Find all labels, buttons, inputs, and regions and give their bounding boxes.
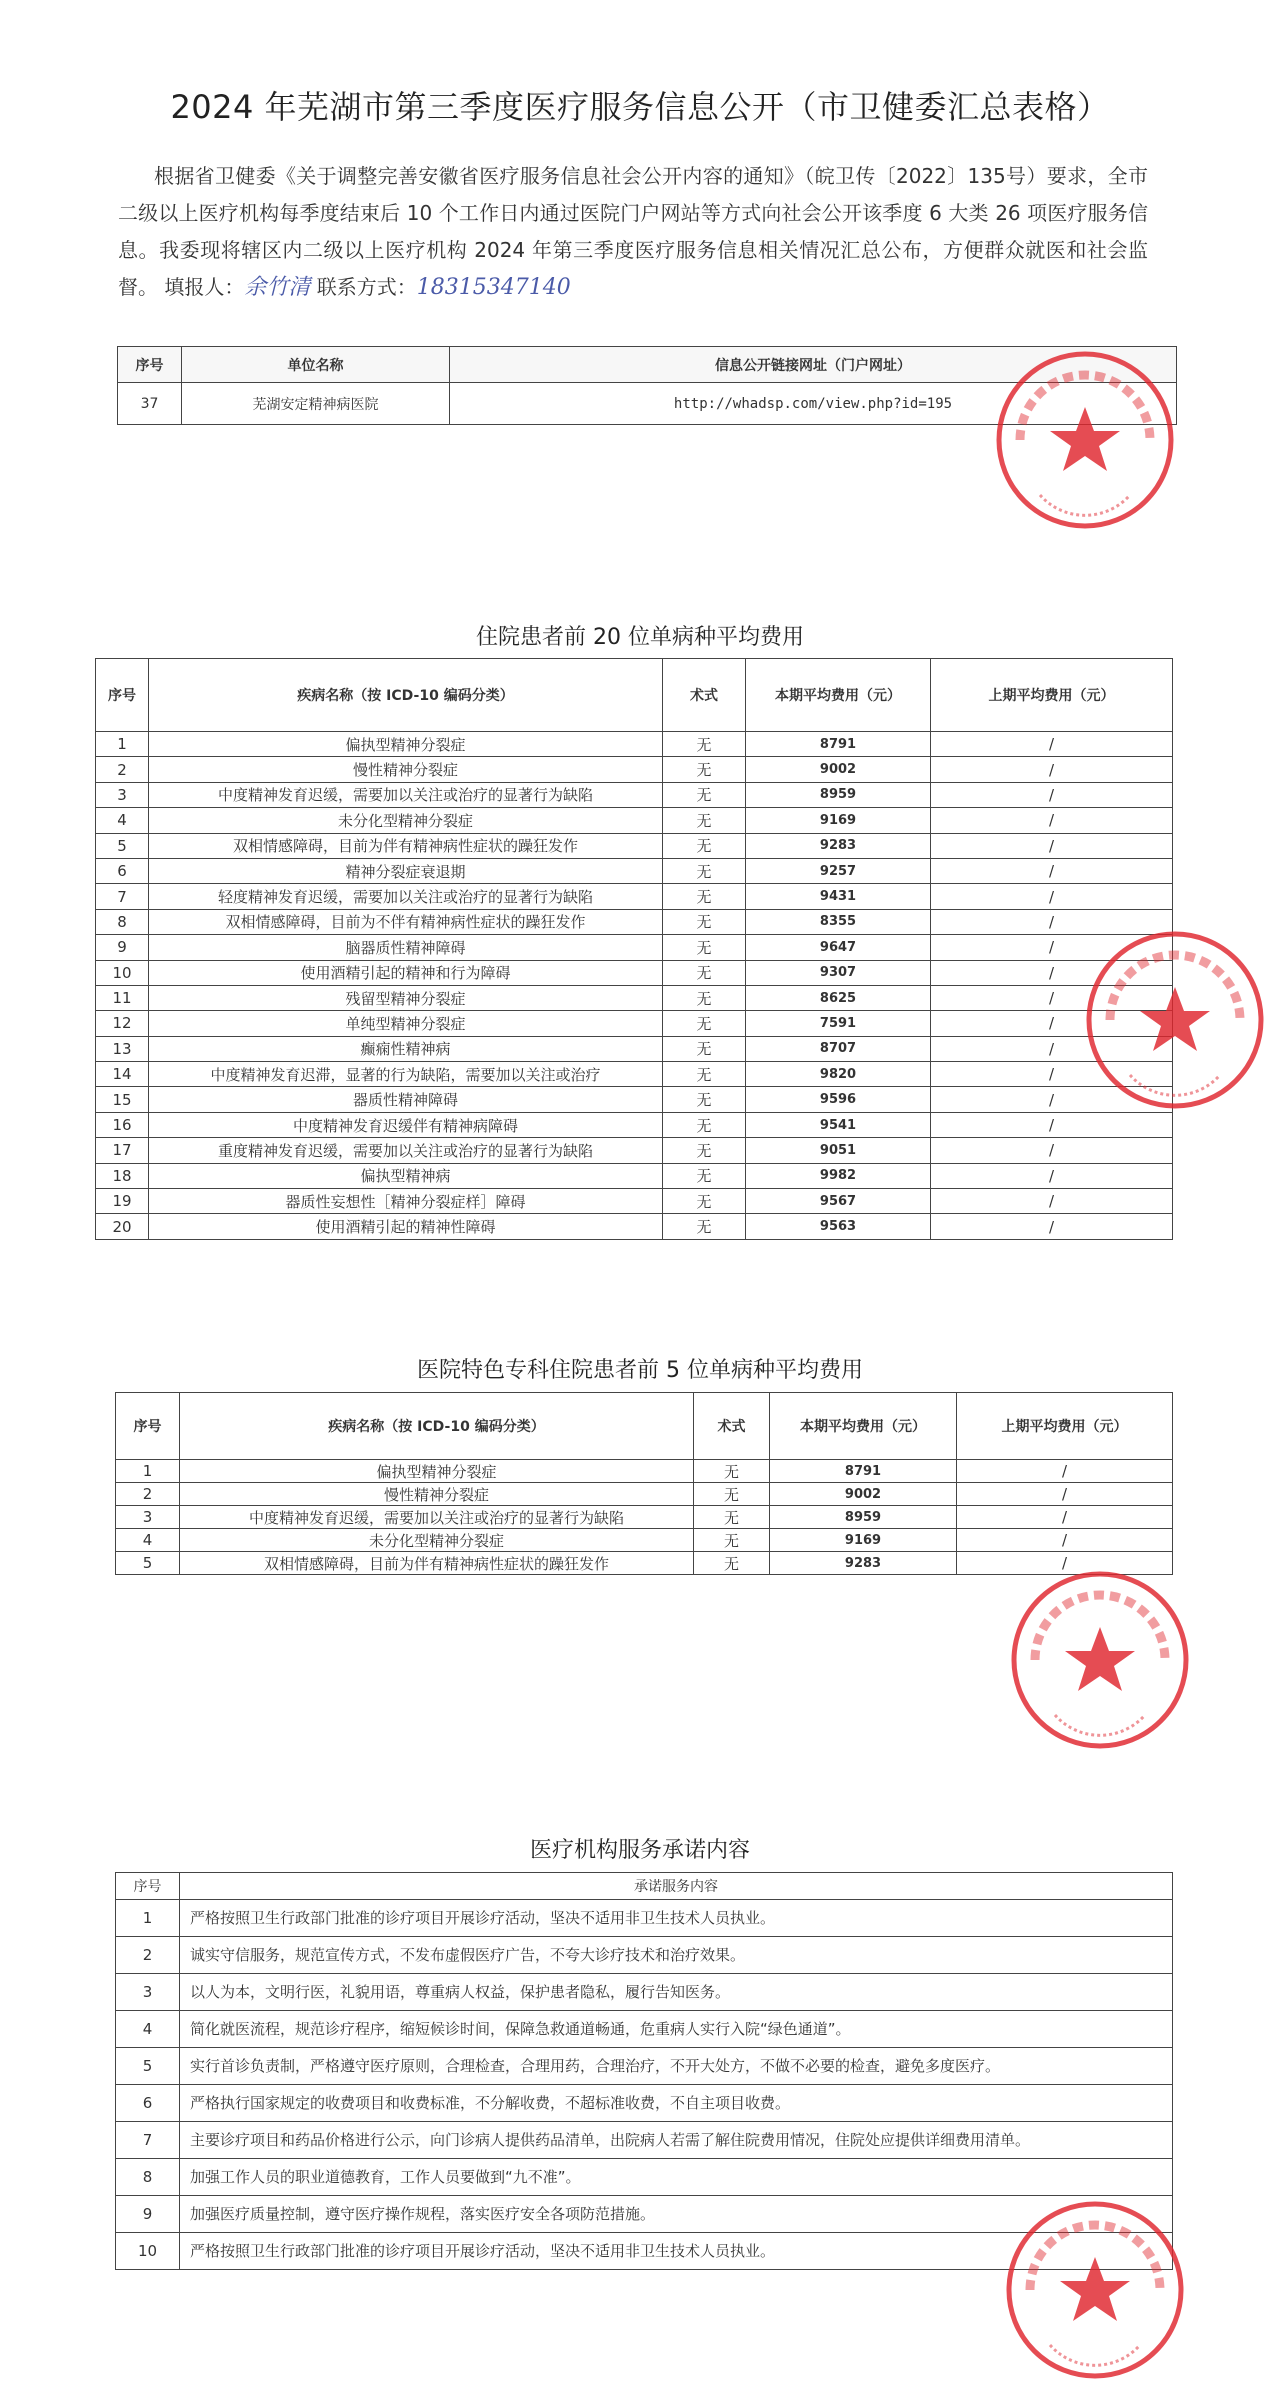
row-number: 4: [96, 808, 149, 833]
star-icon: [1050, 407, 1120, 471]
disease-name: 使用酒精引起的精神性障碍: [149, 1214, 663, 1239]
disease-name: 双相情感障碍，目前为伴有精神病性症状的躁狂发作: [149, 833, 663, 858]
disease-name: 中度精神发育迟缓，需要加以关注或治疗的显著行为缺陷: [149, 782, 663, 807]
header-cell: 序号: [116, 1393, 180, 1460]
header-cell: 疾病名称（按 ICD-10 编码分类）: [180, 1393, 694, 1460]
header-cell: 上期平均费用（元）: [931, 659, 1173, 732]
operation-type: 无: [663, 909, 746, 934]
row-number: 5: [116, 1552, 180, 1575]
operation-type: 无: [663, 1138, 746, 1163]
disease-name: 偏执型精神病: [149, 1163, 663, 1188]
table-header-row: [116, 1873, 1173, 1900]
table-row: [96, 909, 1173, 934]
row-number: 3: [116, 1506, 180, 1529]
previous-average-cost: /: [931, 1036, 1173, 1061]
row-number: 16: [96, 1112, 149, 1137]
contact-label: 联系方式：: [316, 275, 417, 299]
disease-name: 双相情感障碍，目前为不伴有精神病性症状的躁狂发作: [149, 909, 663, 934]
operation-type: 无: [694, 1483, 770, 1506]
row-number: 15: [96, 1087, 149, 1112]
disease-name: 器质性精神障碍: [149, 1087, 663, 1112]
table-row: [116, 2011, 1173, 2048]
row-number: 4: [116, 2011, 180, 2048]
current-average-cost: 9002: [770, 1483, 957, 1506]
row-number: 1: [116, 1460, 180, 1483]
operation-type: 无: [663, 757, 746, 782]
current-average-cost: 9169: [746, 808, 931, 833]
header-cell: 术式: [663, 659, 746, 732]
current-average-cost: 8959: [770, 1506, 957, 1529]
promise-text: 以人为本，文明行医，礼貌用语，尊重病人权益，保护患者隐私，履行告知医务。: [180, 1974, 1173, 2011]
disease-name: 中度精神发育迟缓伴有精神病障碍: [149, 1112, 663, 1137]
row-number: 12: [96, 1011, 149, 1036]
table-row: [116, 2085, 1173, 2122]
table-row: [96, 808, 1173, 833]
table-row: [96, 1087, 1173, 1112]
row-number: 13: [96, 1036, 149, 1061]
previous-average-cost: /: [931, 1138, 1173, 1163]
row-number: 1: [116, 1900, 180, 1937]
top20-body: [96, 732, 1173, 1240]
table-row: [96, 782, 1173, 807]
row-number: 17: [96, 1138, 149, 1163]
previous-average-cost: /: [931, 858, 1173, 883]
row-number: 9: [116, 2196, 180, 2233]
disease-name: 残留型精神分裂症: [149, 985, 663, 1010]
seal-graphic: [1089, 934, 1261, 1106]
previous-average-cost: /: [931, 985, 1173, 1010]
row-number: 3: [96, 782, 149, 807]
previous-average-cost: /: [957, 1460, 1173, 1483]
row-number: 8: [116, 2159, 180, 2196]
seal-code-mark: [1130, 1075, 1220, 1095]
table-row: [116, 1460, 1173, 1483]
row-number: 18: [96, 1163, 149, 1188]
current-average-cost: 9283: [746, 833, 931, 858]
seal-graphic: [999, 354, 1171, 526]
header-cell: 信息公开链接网址（门户网址）: [450, 347, 1177, 383]
operation-type: 无: [663, 935, 746, 960]
disease-name: 慢性精神分裂症: [180, 1483, 694, 1506]
filler-label: 填报人：: [164, 275, 245, 299]
promise-text: 实行首诊负责制，严格遵守医疗原则，合理检查，合理用药，合理治疗，不开大处方，不做不必要的检查，避免多度医疗。: [180, 2048, 1173, 2085]
table-header-row: [116, 1393, 1173, 1460]
disease-name: 脑器质性精神障碍: [149, 935, 663, 960]
hospital-name: 芜湖安定精神病医院: [182, 383, 450, 425]
row-number: 9: [96, 935, 149, 960]
current-average-cost: 9002: [746, 757, 931, 782]
previous-average-cost: /: [931, 808, 1173, 833]
header-cell: 序号: [96, 659, 149, 732]
row-number: 4: [116, 1529, 180, 1552]
row-number: 11: [96, 985, 149, 1010]
promise-text: 加强工作人员的职业道德教育，工作人员要做到“九不准”。: [180, 2159, 1173, 2196]
top5-title: 医院特色专科住院患者前 5 位单病种平均费用: [417, 1358, 863, 1383]
current-average-cost: 8791: [770, 1460, 957, 1483]
table-row: [96, 1138, 1173, 1163]
contact-phone: 18315347140: [416, 275, 571, 300]
table-row: [96, 1189, 1173, 1214]
current-average-cost: 9541: [746, 1112, 931, 1137]
previous-average-cost: /: [931, 1112, 1173, 1137]
current-average-cost: 9051: [746, 1138, 931, 1163]
header-cell: 本期平均费用（元）: [770, 1393, 957, 1460]
disease-name: 中度精神发育迟滞，显著的行为缺陷，需要加以关注或治疗: [149, 1062, 663, 1087]
disease-name: 未分化型精神分裂症: [149, 808, 663, 833]
table-row: [116, 1529, 1173, 1552]
current-average-cost: 9567: [746, 1189, 931, 1214]
table-row: [116, 1900, 1173, 1937]
promise-text: 简化就医流程，规范诊疗程序，缩短候诊时间，保障急救通道畅通，危重病人实行入院“绿色通道”。: [180, 2011, 1173, 2048]
table-row: [96, 858, 1173, 883]
current-average-cost: 9431: [746, 884, 931, 909]
operation-type: 无: [663, 1112, 746, 1137]
operation-type: 无: [663, 1087, 746, 1112]
row-number: 3: [116, 1974, 180, 2011]
hospital-seal-stamp: [1005, 1565, 1195, 1755]
promise-text: 加强医疗质量控制，遵守医疗操作规程，落实医疗安全各项防范措施。: [180, 2196, 1173, 2233]
table-row: [116, 1483, 1173, 1506]
header-cell: 术式: [694, 1393, 770, 1460]
row-number: 7: [96, 884, 149, 909]
row-number: 5: [116, 2048, 180, 2085]
current-average-cost: 9283: [770, 1552, 957, 1575]
previous-average-cost: /: [931, 960, 1173, 985]
current-average-cost: 7591: [746, 1011, 931, 1036]
intro-paragraph: [118, 158, 1148, 306]
operation-type: 无: [663, 1011, 746, 1036]
row-number: 14: [96, 1062, 149, 1087]
row-number: 37: [118, 383, 182, 425]
hospital-seal-stamp: [1000, 2195, 1190, 2385]
disease-name: 单纯型精神分裂症: [149, 1011, 663, 1036]
previous-average-cost: /: [957, 1483, 1173, 1506]
operation-type: 无: [663, 1189, 746, 1214]
previous-average-cost: /: [931, 782, 1173, 807]
disease-name: 精神分裂症衰退期: [149, 858, 663, 883]
hospital-seal-stamp: [990, 345, 1180, 535]
operation-type: 无: [663, 1163, 746, 1188]
previous-average-cost: /: [931, 833, 1173, 858]
star-icon: [1060, 2257, 1130, 2321]
operation-type: 无: [694, 1460, 770, 1483]
top20-title: 住院患者前 20 位单病种平均费用: [476, 625, 804, 650]
row-number: 20: [96, 1214, 149, 1239]
seal-graphic: [1009, 2204, 1181, 2376]
disease-name: 轻度精神发育迟缓，需要加以关注或治疗的显著行为缺陷: [149, 884, 663, 909]
top5-fee-table: [115, 1392, 1173, 1575]
row-number: 5: [96, 833, 149, 858]
table-row: [96, 757, 1173, 782]
operation-type: 无: [663, 782, 746, 807]
promise-text: 严格按照卫生行政部门批准的诊疗项目开展诊疗活动，坚决不适用非卫生技术人员执业。: [180, 1900, 1173, 1937]
operation-type: 无: [694, 1552, 770, 1575]
previous-average-cost: /: [931, 1189, 1173, 1214]
operation-type: 无: [694, 1529, 770, 1552]
current-average-cost: 8791: [746, 732, 931, 757]
current-average-cost: 9563: [746, 1214, 931, 1239]
operation-type: 无: [663, 1036, 746, 1061]
table-row: [96, 960, 1173, 985]
table-row: [96, 833, 1173, 858]
row-number: 6: [96, 858, 149, 883]
operation-type: 无: [663, 732, 746, 757]
header-cell: 上期平均费用（元）: [957, 1393, 1173, 1460]
operation-type: 无: [663, 858, 746, 883]
current-average-cost: 8625: [746, 985, 931, 1010]
row-number: 2: [96, 757, 149, 782]
table-row: [96, 1036, 1173, 1061]
table-row: [96, 985, 1173, 1010]
disease-name: 双相情感障碍，目前为伴有精神病性症状的躁狂发作: [180, 1552, 694, 1575]
current-average-cost: 9820: [746, 1062, 931, 1087]
disease-name: 未分化型精神分裂症: [180, 1529, 694, 1552]
table-row: [96, 1062, 1173, 1087]
previous-average-cost: /: [931, 909, 1173, 934]
star-icon: [1065, 1627, 1135, 1691]
operation-type: 无: [663, 985, 746, 1010]
table-row: [96, 1163, 1173, 1188]
table-row: [116, 2122, 1173, 2159]
intro-text: 根据省卫健委《关于调整完善安徽省医疗服务信息社会公开内容的通知》（皖卫传〔2022〕135号）要求，全市二级以上医疗机构每季度结束后 10 个工作日内通过医院门户网站等方式向社会公开该季度 6 大类 26 项医疗服务信息。我委现将辖区内二级以上医疗机构 2024 年第三季度医疗服务信息相关情况汇总公布，方便群众就医和社会监督。: [118, 164, 1148, 299]
disease-name: 慢性精神分裂症: [149, 757, 663, 782]
current-average-cost: 9307: [746, 960, 931, 985]
disease-name: 偏执型精神分裂症: [180, 1460, 694, 1483]
top20-fee-table: [95, 658, 1173, 1240]
seal-code-mark: [1050, 2345, 1140, 2365]
promise-title: 医疗机构服务承诺内容: [529, 1838, 750, 1863]
star-icon: [1140, 987, 1210, 1051]
previous-average-cost: /: [931, 1087, 1173, 1112]
row-number: 1: [96, 732, 149, 757]
table-row: [116, 1506, 1173, 1529]
row-number: 6: [116, 2085, 180, 2122]
current-average-cost: 9982: [746, 1163, 931, 1188]
previous-average-cost: /: [931, 1163, 1173, 1188]
operation-type: 无: [663, 808, 746, 833]
header-cell: 本期平均费用（元）: [746, 659, 931, 732]
current-average-cost: 9257: [746, 858, 931, 883]
row-number: 10: [96, 960, 149, 985]
current-average-cost: 9596: [746, 1087, 931, 1112]
table-row: [96, 1112, 1173, 1137]
disease-name: 癫痫性精神病: [149, 1036, 663, 1061]
filler-signature: 余竹清: [244, 275, 311, 300]
table-row: [96, 1011, 1173, 1036]
row-number: 10: [116, 2233, 180, 2270]
operation-type: 无: [663, 833, 746, 858]
table-row: [96, 1214, 1173, 1239]
document-title: 2024 年芜湖市第三季度医疗服务信息公开（市卫健委汇总表格）: [170, 88, 1110, 126]
current-average-cost: 9169: [770, 1529, 957, 1552]
operation-type: 无: [663, 960, 746, 985]
table-row: [96, 732, 1173, 757]
promise-text: 严格按照卫生行政部门批准的诊疗项目开展诊疗活动，坚决不适用非卫生技术人员执业。: [180, 2233, 1173, 2270]
row-number: 2: [116, 1483, 180, 1506]
table-row: [96, 935, 1173, 960]
current-average-cost: 8959: [746, 782, 931, 807]
previous-average-cost: /: [931, 757, 1173, 782]
previous-average-cost: /: [931, 1214, 1173, 1239]
header-cell: 疾病名称（按 ICD-10 编码分类）: [149, 659, 663, 732]
row-number: 2: [116, 1937, 180, 1974]
table-row: [116, 1937, 1173, 1974]
promise-text: 主要诊疗项目和药品价格进行公示，向门诊病人提供药品清单，出院病人若需了解住院费用情况，住院处应提供详细费用清单。: [180, 2122, 1173, 2159]
current-average-cost: 8707: [746, 1036, 931, 1061]
header-cell: 单位名称: [182, 347, 450, 383]
previous-average-cost: /: [957, 1529, 1173, 1552]
promise-text: 诚实守信服务，规范宣传方式，不发布虚假医疗广告，不夸大诊疗技术和治疗效果。: [180, 1937, 1173, 1974]
top5-body: [116, 1460, 1173, 1575]
operation-type: 无: [663, 1062, 746, 1087]
header-cell: 承诺服务内容: [180, 1873, 1173, 1900]
operation-type: 无: [663, 884, 746, 909]
table-header-row: [96, 659, 1173, 732]
seal-graphic: [1014, 1574, 1186, 1746]
hospital-url-link[interactable]: http://whadsp.com/view.php?id=195: [450, 383, 1177, 425]
table-row: [96, 884, 1173, 909]
previous-average-cost: /: [931, 1011, 1173, 1036]
table-row: [116, 2048, 1173, 2085]
disease-name: 重度精神发育迟缓，需要加以关注或治疗的显著行为缺陷: [149, 1138, 663, 1163]
table-row: [116, 1974, 1173, 2011]
row-number: 19: [96, 1189, 149, 1214]
previous-average-cost: /: [957, 1506, 1173, 1529]
seal-code-mark: [1040, 495, 1130, 515]
seal-code-mark: [1055, 1715, 1145, 1735]
current-average-cost: 8355: [746, 909, 931, 934]
previous-average-cost: /: [931, 935, 1173, 960]
disease-name: 中度精神发育迟缓，需要加以关注或治疗的显著行为缺陷: [180, 1506, 694, 1529]
previous-average-cost: /: [931, 1062, 1173, 1087]
previous-average-cost: /: [957, 1552, 1173, 1575]
row-number: 7: [116, 2122, 180, 2159]
previous-average-cost: /: [931, 732, 1173, 757]
header-cell: 序号: [116, 1873, 180, 1900]
previous-average-cost: /: [931, 884, 1173, 909]
disease-name: 器质性妄想性［精神分裂症样］障碍: [149, 1189, 663, 1214]
promise-text: 严格执行国家规定的收费项目和收费标准，不分解收费，不超标准收费，不自主项目收费。: [180, 2085, 1173, 2122]
current-average-cost: 9647: [746, 935, 931, 960]
header-cell: 序号: [118, 347, 182, 383]
operation-type: 无: [694, 1506, 770, 1529]
disease-name: 偏执型精神分裂症: [149, 732, 663, 757]
operation-type: 无: [663, 1214, 746, 1239]
hospital-seal-stamp: [1080, 925, 1270, 1115]
table-row: [116, 2159, 1173, 2196]
row-number: 8: [96, 909, 149, 934]
disease-name: 使用酒精引起的精神和行为障碍: [149, 960, 663, 985]
